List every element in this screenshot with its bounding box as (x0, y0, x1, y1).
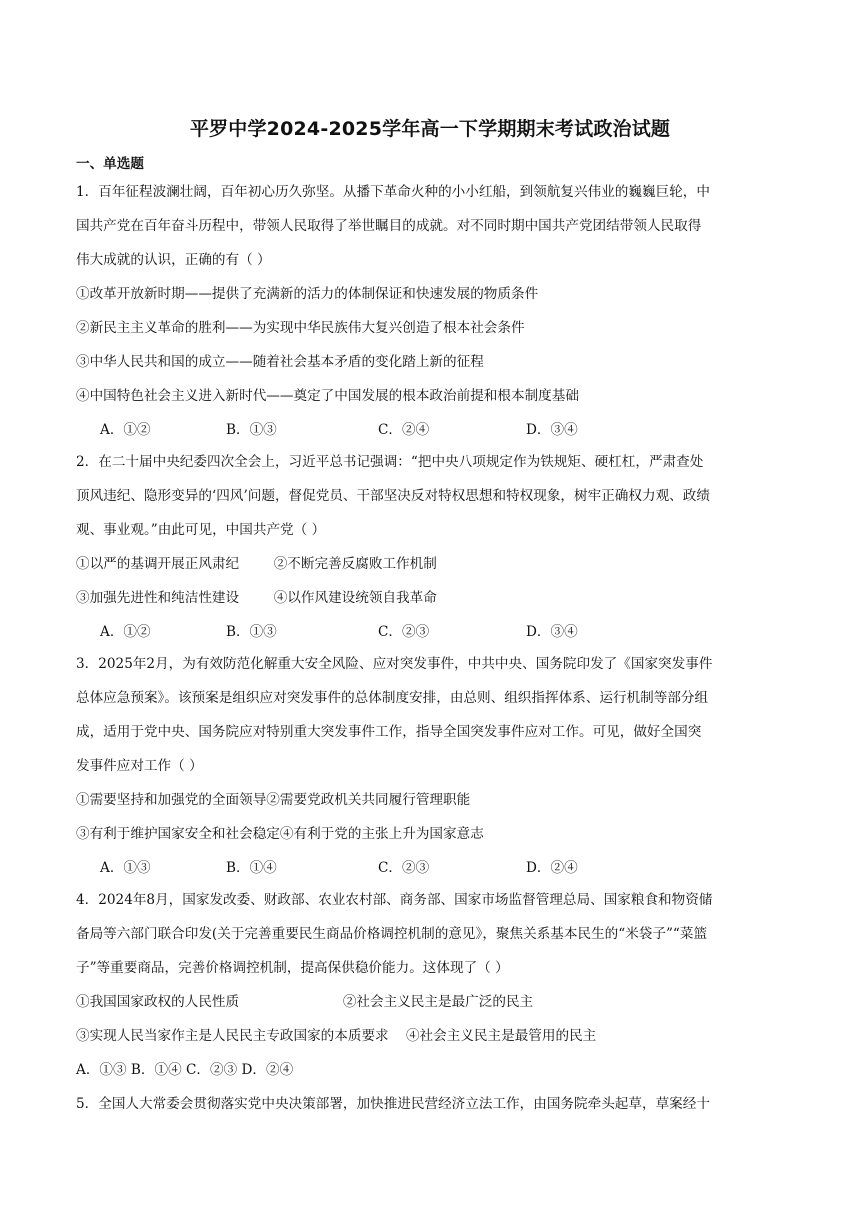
q1-item-2: ②新民主主义革命的胜利——为实现中华民族伟大复兴创造了根本社会条件 (76, 320, 525, 336)
q4-options[interactable]: A．①③ B．①④ C．②③ D．②④ (76, 1062, 294, 1078)
page-title: 平罗中学2024-2025学年高一下学期期末考试政治试题 (189, 118, 671, 140)
q4-items-row-2: ③实现人民当家作主是人民民主专政国家的本质要求 ④社会主义民主是最管用的民主 (76, 1028, 597, 1044)
q1-stem-line-1: 1．百年征程波澜壮阔，百年初心历久弥坚。从播下革命火种的小小红船，到领航复兴伟业的巍巍巨轮，中 (76, 184, 710, 200)
q1-item-3: ③中华人民共和国的成立——随着社会基本矛盾的变化踏上新的征程 (76, 354, 484, 370)
q3-stem-line-2: 总体应急预案》。该预案是组织应对突发事件的总体制度安排，由总则、组织指挥体系、运行机制等部分组 (76, 690, 709, 706)
q3-option-c[interactable]: C．②③ (378, 860, 430, 876)
q1-option-c[interactable]: C．②④ (378, 422, 430, 438)
q3-option-d[interactable]: D．②④ (526, 860, 578, 876)
q2-stem-line-2: 顶风违纪、隐形变异的‘四风’问题，督促党员、干部坚决反对特权思想和特权现象，树牢正确权力观、政绩 (76, 488, 710, 504)
q1-option-d[interactable]: D．③④ (526, 422, 578, 438)
q1-stem-line-2: 国共产党在百年奋斗历程中，带领人民取得了举世瞩目的成就。对不同时期中国共产党团结带领人民取得 (76, 218, 702, 234)
q2-option-b[interactable]: B．①③ (226, 624, 277, 640)
q1-item-1: ①改革开放新时期——提供了充满新的活力的体制保证和快速发展的物质条件 (76, 286, 539, 302)
q3-stem-line-1: 3．2025年2月，为有效防范化解重大安全风险、应对突发事件，中共中央、国务院印发了《国家突发事件 (76, 656, 713, 672)
q2-stem-line-3: 观、事业观。”由此可见，中国共产党（ ） (76, 522, 326, 538)
q1-item-4: ④中国特色社会主义进入新时代——奠定了中国发展的根本政治前提和根本制度基础 (76, 388, 579, 404)
q2-items-row-1: ①以严的基调开展正风肃纪 ②不断完善反腐败工作机制 (76, 556, 437, 572)
q2-option-a[interactable]: A．①② (100, 624, 151, 640)
q2-option-c[interactable]: C．②③ (378, 624, 430, 640)
q3-items-row-2: ③有利于维护国家安全和社会稳定④有利于党的主张上升为国家意志 (76, 826, 484, 842)
q1-option-b[interactable]: B．①③ (226, 422, 277, 438)
q4-items-row-1: ①我国国家政权的人民性质 ②社会主义民主是最广泛的民主 (76, 994, 534, 1010)
q2-options (100, 620, 800, 640)
q3-option-b[interactable]: B．①④ (226, 860, 277, 876)
q3-options (100, 856, 800, 876)
q2-stem-line-1: 2．在二十届中央纪委四次全会上，习近平总书记强调：“把中央八项规定作为铁规矩、硬杠杠，严肃查处 (76, 454, 704, 470)
q4-stem-line-1: 4．2024年8月，国家发改委、财政部、农业农村部、商务部、国家市场监督管理总局、国家粮食和物资储 (76, 892, 713, 908)
q4-stem-line-3: 子”等重要商品，完善价格调控机制，提高保供稳价能力。这体现了（ ） (76, 960, 509, 976)
q3-items-row-1: ①需要坚持和加强党的全面领导②需要党政机关共同履行管理职能 (76, 792, 471, 808)
q3-option-a[interactable]: A．①③ (100, 860, 151, 876)
q3-stem-line-3: 成，适用于党中央、国务院应对特别重大突发事件工作，指导全国突发事件应对工作。可见，做好全国突 (76, 724, 702, 740)
q1-options (100, 418, 800, 438)
q2-option-d[interactable]: D．③④ (526, 624, 578, 640)
q2-items-row-2: ③加强先进性和纯洁性建设 ④以作风建设统领自我革命 (76, 590, 437, 606)
q1-option-a[interactable]: A．①② (100, 422, 151, 438)
q5-stem-line-1: 5．全国人大常委会贯彻落实党中央决策部署，加快推进民营经济立法工作，由国务院牵头起草，草案经十 (76, 1096, 710, 1112)
q4-stem-line-2: 备局等六部门联合印发(关于完善重要民生商品价格调控机制的意见》，聚焦关系基本民生的“米袋子”“菜篮 (76, 926, 708, 942)
section-heading: 一、单选题 (76, 156, 144, 172)
q3-stem-line-4: 发事件应对工作（ ） (76, 758, 203, 774)
q1-stem-line-3: 伟大成就的认识，正确的有（ ） (76, 252, 271, 268)
